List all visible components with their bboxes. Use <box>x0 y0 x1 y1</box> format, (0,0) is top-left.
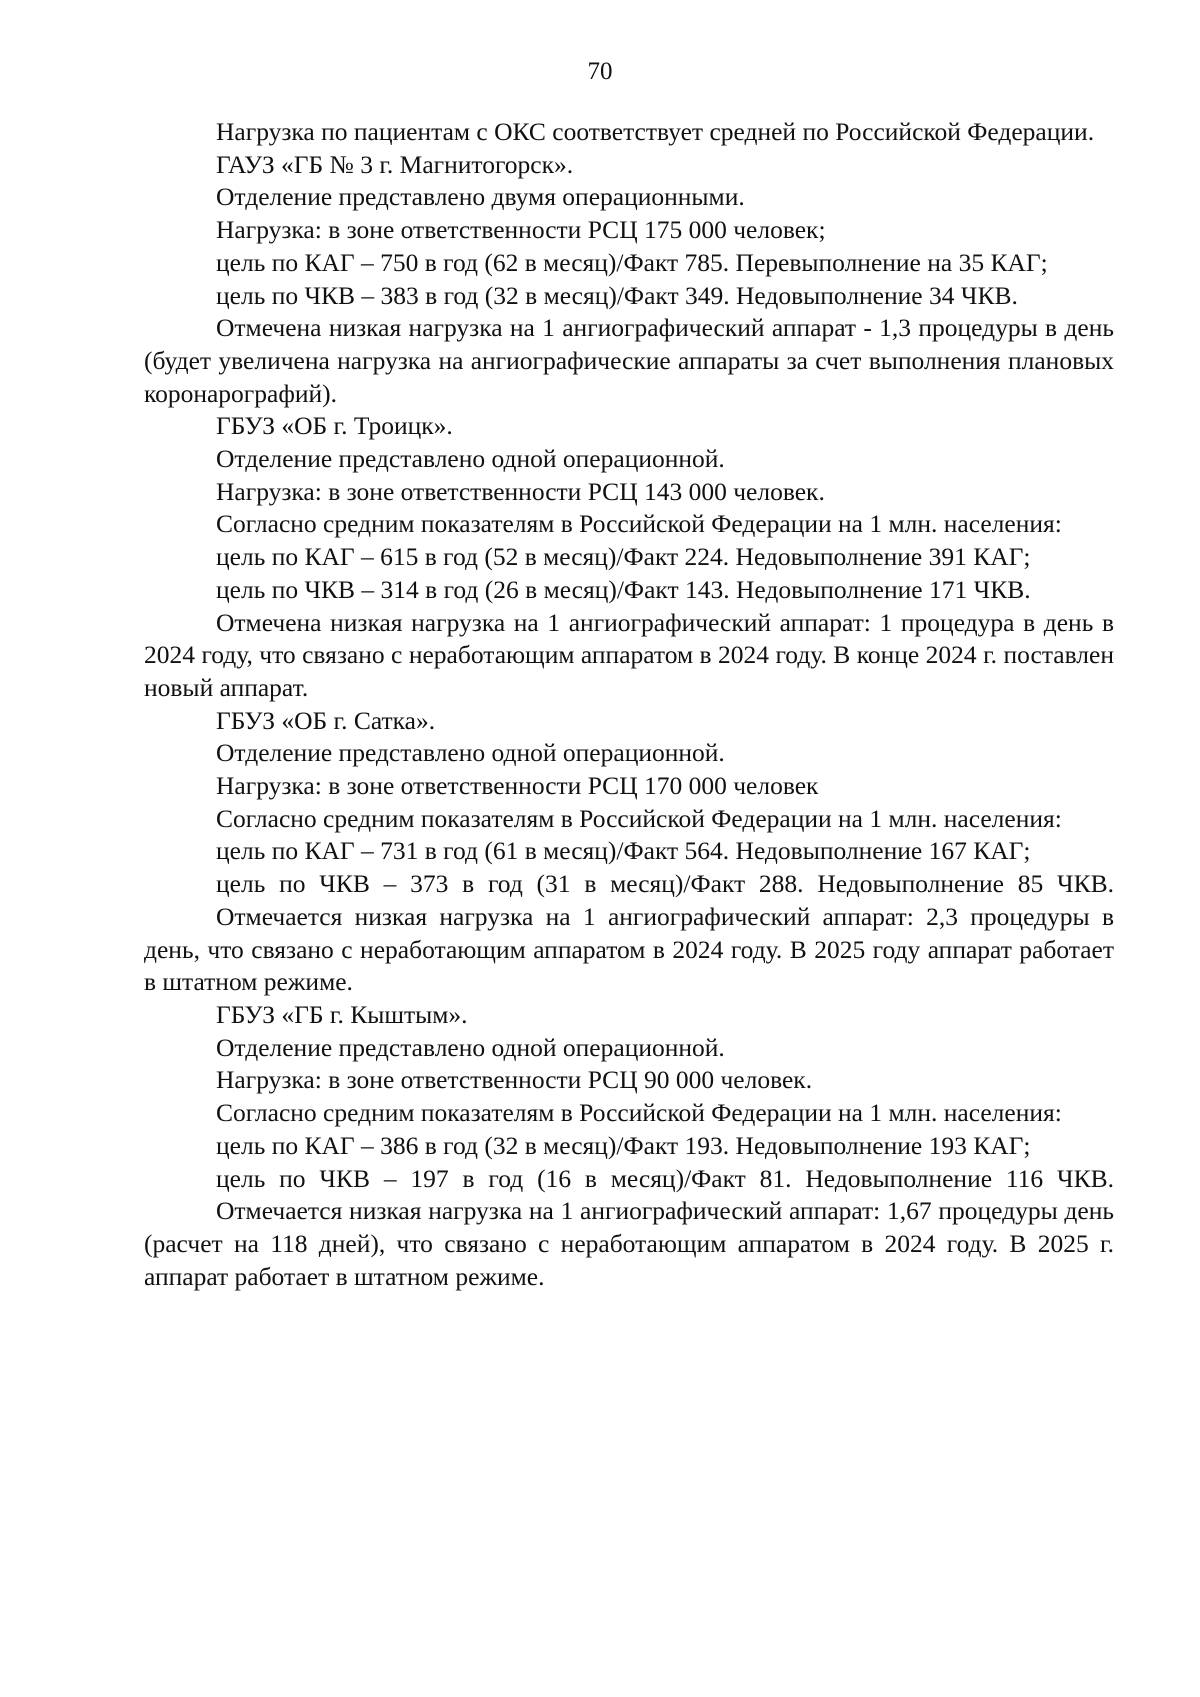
paragraph-department-info: Отделение представлено двумя операционными. <box>216 182 745 212</box>
paragraph-angiograph-load: Отмечена низкая нагрузка на 1 ангиографический аппарат - 1,3 процедуры в день (будет увеличена нагрузка на ангиографические аппараты за счет выполнения плановых коронарографий). <box>144 313 1114 408</box>
paragraph-kag-target: цель по КАГ – 750 в год (62 в месяц)/Факт 785. Перевыполнение на 35 КАГ; <box>216 247 1048 277</box>
paragraph-department-info: Отделение представлено одной операционной. <box>216 444 725 474</box>
paragraph-pci-target: цель по ЧКВ – 197 в год (16 в месяц)/Факт 81. Недовыполнение 116 ЧКВ. <box>216 1163 1114 1193</box>
paragraph-rf-average: Согласно средним показателям в Российской Федерации на 1 млн. населения: <box>216 1098 1062 1128</box>
paragraph-responsibility-zone: Нагрузка: в зоне ответственности РСЦ 175 000 человек; <box>216 215 826 245</box>
paragraph-department-info: Отделение представлено одной операционной. <box>216 1032 725 1062</box>
paragraph-pci-target: цель по ЧКВ – 314 в год (26 в месяц)/Факт 143. Недовыполнение 171 ЧКВ. <box>216 574 1031 604</box>
paragraph-rf-average: Согласно средним показателям в Российской Федерации на 1 млн. населения: <box>216 509 1062 539</box>
paragraph-angiograph-load: Отмечается низкая нагрузка на 1 ангиографический аппарат: 1,67 процедуры день (расчет на 118 дней), что связано с неработающим аппаратом в 2024 году. В 2025 г. аппарат работает в штатном режиме. <box>144 1196 1114 1291</box>
page-number: 70 <box>587 58 613 85</box>
paragraph-hospital-title: ГБУЗ «ОБ г. Сатка». <box>216 705 436 735</box>
paragraph-responsibility-zone: Нагрузка: в зоне ответственности РСЦ 143 000 человек. <box>216 476 825 506</box>
paragraph-rf-average: Согласно средним показателям в Российской Федерации на 1 млн. населения: <box>216 803 1062 833</box>
paragraph-oks-load: Нагрузка по пациентам с ОКС соответствует средней по Российской Федерации. <box>216 117 1095 146</box>
paragraph-hospital-title: ГАУЗ «ГБ № 3 г. Магнитогорск». <box>216 149 574 179</box>
paragraph-kag-target: цель по КАГ – 731 в год (61 в месяц)/Факт 564. Недовыполнение 167 КАГ; <box>216 836 1031 866</box>
paragraph-department-info: Отделение представлено одной операционной. <box>216 738 725 768</box>
paragraph-kag-target: цель по КАГ – 615 в год (52 в месяц)/Факт 224. Недовыполнение 391 КАГ; <box>216 542 1031 572</box>
paragraph-pci-target: цель по ЧКВ – 373 в год (31 в месяц)/Факт 288. Недовыполнение 85 ЧКВ. <box>216 869 1114 899</box>
paragraph-hospital-title: ГБУЗ «ГБ г. Кыштым». <box>216 999 468 1029</box>
paragraph-responsibility-zone: Нагрузка: в зоне ответственности РСЦ 90 000 человек. <box>216 1065 813 1095</box>
paragraph-kag-target: цель по КАГ – 386 в год (32 в месяц)/Факт 193. Недовыполнение 193 КАГ; <box>216 1130 1031 1160</box>
document-body <box>144 116 1114 1293</box>
paragraph-hospital-title: ГБУЗ «ОБ г. Троицк». <box>216 411 453 441</box>
paragraph-angiograph-load: Отмечается низкая нагрузка на 1 ангиографический аппарат: 2,3 процедуры в день, что связано с неработающим аппаратом в 2024 году. В 2025 году аппарат работает в штатном режиме. <box>144 901 1114 997</box>
paragraph-angiograph-load: Отмечена низкая нагрузка на 1 ангиографический аппарат: 1 процедура в день в 2024 году, что связано с неработающим аппаратом в 2024 году. В конце 2024 г. поставлен новый аппарат. <box>144 607 1114 702</box>
paragraph-pci-target: цель по ЧКВ – 383 в год (32 в месяц)/Факт 349. Недовыполнение 34 ЧКВ. <box>216 280 1018 310</box>
paragraph-responsibility-zone: Нагрузка: в зоне ответственности РСЦ 170 000 человек <box>216 771 819 801</box>
